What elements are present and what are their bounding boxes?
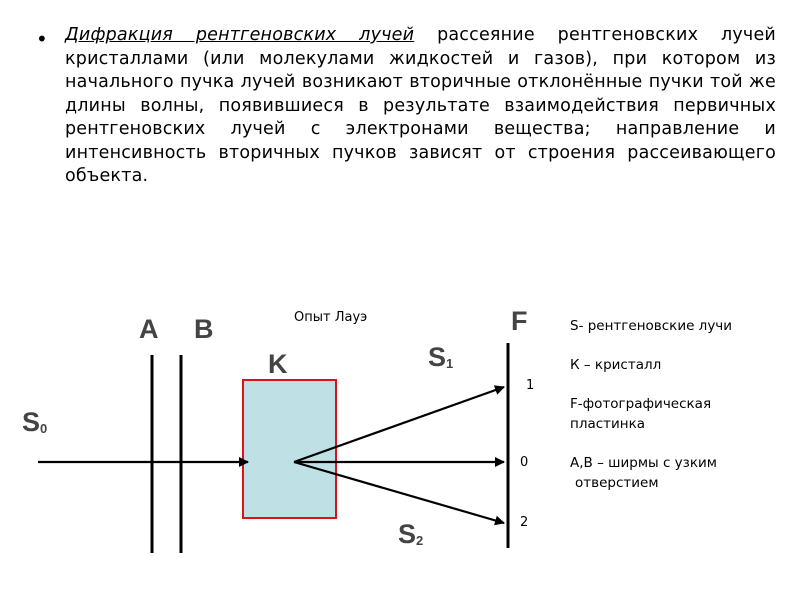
label-s0-main: S [22, 407, 41, 437]
bullet-point: • [36, 27, 48, 51]
label-s0 [22, 407, 47, 437]
label-f: F [511, 306, 528, 336]
legend-s: S- рентгеновские лучи [570, 318, 733, 334]
legend-ab-line1: А,В – ширмы с узким [570, 455, 717, 471]
label-s2-main: S [398, 519, 417, 549]
legend-f-line1: F-фотографическая [570, 396, 712, 412]
label-a: A [139, 314, 159, 344]
label-s1 [428, 342, 453, 372]
plate-mark-1: 1 [526, 378, 535, 393]
legend-k: К – кристалл [570, 357, 662, 373]
crystal-k [243, 380, 336, 518]
legend-ab-line2: отверстием [575, 475, 659, 491]
label-s2-sub: 2 [416, 533, 424, 548]
legend-f-line2: пластинка [570, 416, 646, 432]
plate-mark-0: 0 [520, 455, 529, 470]
label-b: B [194, 314, 214, 344]
plate-mark-2: 2 [520, 515, 529, 530]
label-s0-sub: 0 [40, 421, 48, 436]
definition-body: рассеяние рентгеновских лучей кристаллами (или молекулами жидкостей и газов), при котором из начального пучка лучей возникают вторичные отклонённые пучки той же длины волны, появившиеся в результате взаимодействия первичных рентгеновских лучей с электронами вещества; направление и интенсивность вторичных пучков зависят от строения рассеивающего объекта. [65, 25, 777, 186]
label-s2 [398, 519, 423, 549]
legend [570, 316, 798, 493]
label-s1-main: S [428, 342, 447, 372]
diagram-title: Опыт Лауэ [294, 310, 368, 325]
label-s1-sub: 1 [446, 356, 454, 371]
definition-term: Дифракция рентгеновских лучей [65, 25, 415, 45]
label-k: K [268, 349, 288, 379]
